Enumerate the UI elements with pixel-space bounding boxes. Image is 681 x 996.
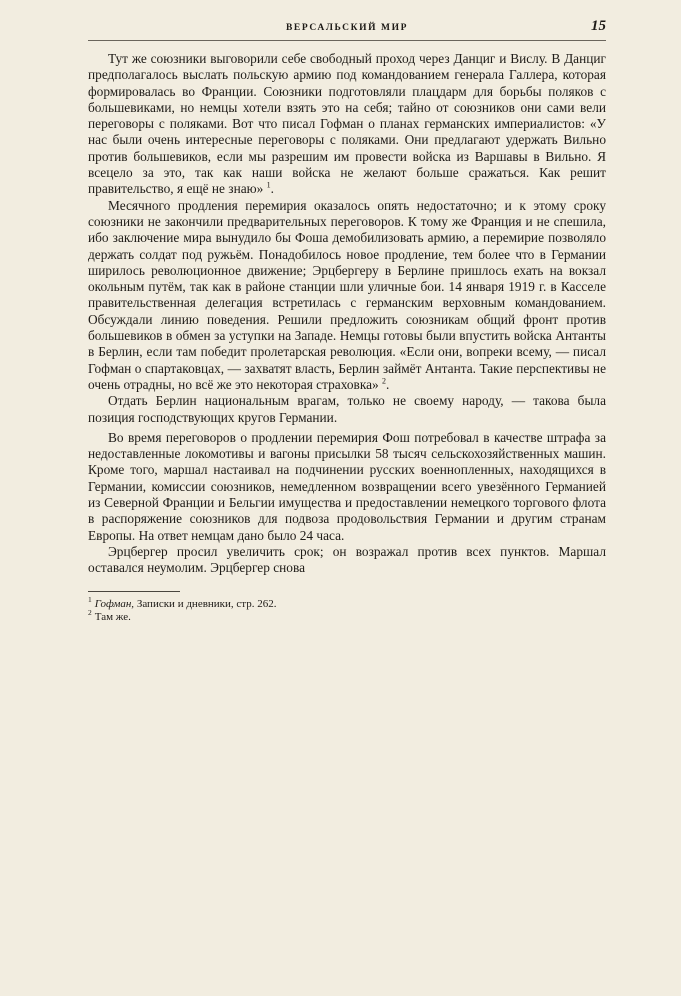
footnote-text: Там же. [94, 610, 131, 623]
paragraph-text: Во время переговоров о продлении перемирия Фош потребовал в качестве штрафа за недоставленные локомотивы и вагоны присылки 58 тысяч сельскохозяйственных машин. Кроме того, маршал настаивал на подчинении русских военнопленных, находящихся в Германии, комиссии союзников, немедленном возвращении всего увезённого Германией из Северной Франции и Бельгии имущества и предоставлении немецкого торгового флота в распоряжение союзников для подвоза продовольствия Германии и другим странам Европы. На ответ немцам дано было 24 часа. [88, 429, 606, 543]
footnote-mark: 2 [88, 607, 92, 617]
running-header [88, 18, 606, 41]
paragraph-text: Отдать Берлин национальным врагам, только не своему народу, — такова была позиция господствующих кругов Германии. [88, 393, 606, 425]
footnote [88, 607, 606, 624]
paragraph [88, 393, 606, 426]
footnote-divider [88, 591, 180, 592]
paragraph: Тут же союзники выговорили себе свободный проход через Данциг и Вислу. В Данциг предполагалось выслать польскую армию под командованием генерала Галлера, которая формировалась во Франции. Союзники подготовляли плацдарм для борьбы поляков с большевиками, но немцы хотели взять это на себя; тайно от союзников они сами вели переговоры с поляками. Вот что писал Гофман о планах германских империалистов: «У нас были очень интересные переговоры с поляками. Они предлагают удержать Вильно против большевиков, если мы разрешим им провести войска из Варшавы в Вильно. Я всецело за это, так как наши войска не желают больше сражаться. Как решит правительство, я ещё не знаю» $^1$. [88, 51, 606, 197]
footnotes [88, 594, 606, 624]
paragraph [88, 430, 606, 544]
footnote-mark: 1 [88, 594, 92, 604]
paragraph: Месячного продления перемирия оказалось опять недостаточно; и к этому сроку союзники не закончили предварительных переговоров. К тому же Франция и не спешила, ибо заключение мира вынудило бы Фоша демобилизовать армию, а перемирие позволяло держать солдат под ружьём. Понадобилось новое продление, тем более что в Германии ширилось революционное движение; Эрцбергеру в Берлине пришлось ехать на вокзал окольным путём, так как в районе станции шли уличные бои. 14 января 1919 г. в Касселе правительственная делегация встретилась с германским верховным командованием. Обсуждали линию поведения. Решили предложить союзникам общий фронт против большевиков в обмен за уступки на Западе. Немцы готовы были впустить войска Антанты в Берлин, если там победит пролетарская революция. «Если они, вопреки всему, — писал Гофман о спартаковцах, — захватят власть, Берлин займёт Антанта. Такие перспективы не очень отрадны, но всё же это некоторая страховка» $^2$. [88, 197, 606, 392]
footnote-ref: 1 [266, 180, 271, 190]
footnote [88, 594, 606, 611]
footnote-text: Записки и дневники, стр. 262. [136, 597, 277, 610]
body-text [88, 51, 606, 577]
book-page [88, 18, 606, 624]
paragraph-text: Тут же союзники выговорили себе свободный проход через Данциг и Вислу. В Данциг предполагалось выслать польскую армию под командованием генерала Галлера, которая формировалась во Франции. Союзники подготовляли плацдарм для борьбы поляков с большевиками, но немцы хотели взять это на себя; тайно от союзников они сами вели переговоры с поляками. Вот что писал Гофман о планах германских империалистов: «У нас были очень интересные переговоры с поляками. Они предлагают удержать Вильно против большевиков, если мы разрешим им провести войска из Варшавы в Вильно. Я всецело за это, так как наши войска не желают больше сражаться. Как решит правительство, я ещё не знаю» [88, 51, 606, 197]
footnote-ref: 2 [382, 376, 387, 386]
paragraph [88, 544, 606, 577]
paragraph-text: Месячного продления перемирия оказалось опять недостаточно; и к этому сроку союзники не закончили предварительных переговоров. К тому же Франция и не спешила, ибо заключение мира вынудило бы Фоша демобилизовать армию, а перемирие позволяло держать солдат под ружьём. Понадобилось новое продление, тем более что в Германии ширилось революционное движение; Эрцбергеру в Берлине пришлось ехать на вокзал окольным путём, так как в районе станции шли уличные бои. 14 января 1919 г. в Касселе правительственная делегация встретилась с германским верховным командованием. Обсуждали линию поведения. Решили предложить союзникам общий фронт против большевиков в обмен за уступки на Западе. Немцы готовы были впустить войска Антанты в Берлин, если там победит пролетарская революция. «Если они, вопреки всему, — писал Гофман о спартаковцах, — захватят власть, Берлин займёт Антанта. Такие перспективы не очень отрадны, но всё же это некоторая страховка» [88, 197, 606, 392]
running-title: ВЕРСАЛЬСКИЙ МИР [285, 23, 409, 33]
page-number: 15 [591, 18, 606, 34]
paragraph-text: Эрцбергер просил увеличить срок; он возражал против всех пунктов. Маршал оставался неумолим. Эрцбергер снова [88, 543, 606, 576]
footnote-author: Гофман, [94, 597, 135, 610]
